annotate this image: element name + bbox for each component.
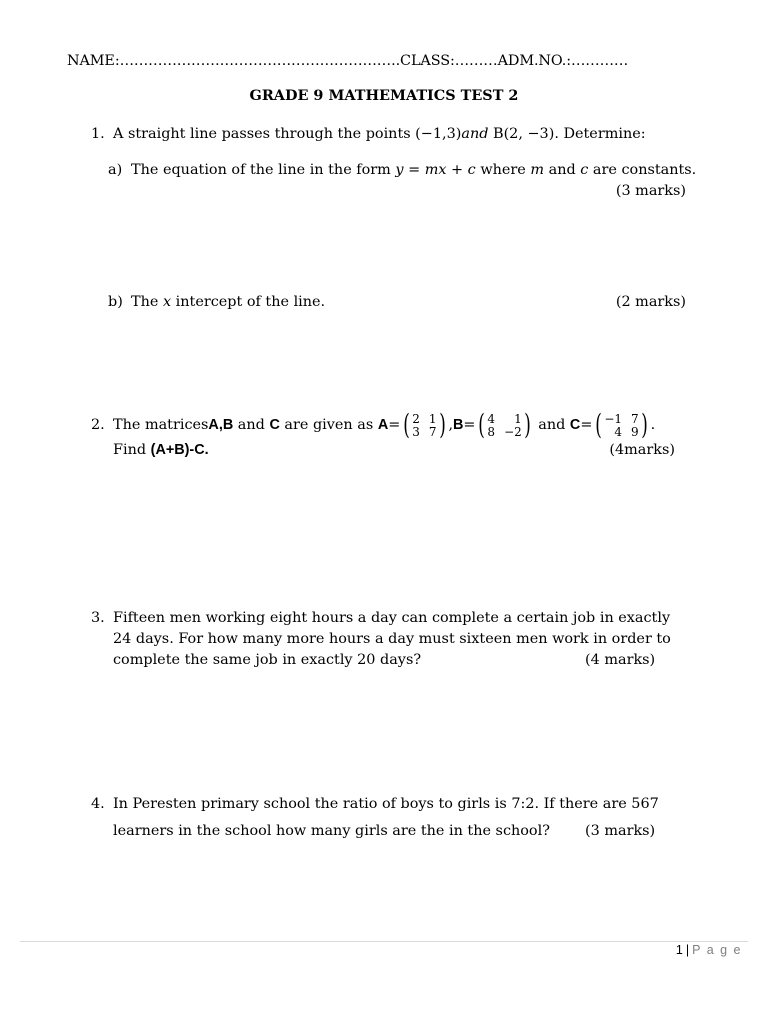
q2-text-part: and bbox=[233, 417, 270, 433]
q3-number: 3. bbox=[91, 610, 105, 626]
q1b-text bbox=[131, 293, 325, 311]
q1b-text-part: intercept of the line. bbox=[171, 294, 326, 310]
q2-text-part: are given as bbox=[279, 417, 378, 433]
q4-number: 4. bbox=[91, 796, 105, 812]
q2-bold-c: C bbox=[269, 417, 280, 433]
q1-stem-determine: B(2, −3). Determine: bbox=[488, 126, 646, 142]
matrix-cell: −2 bbox=[504, 424, 522, 439]
matrix-cell: 1 bbox=[428, 411, 437, 426]
q1b-marks: (2 marks) bbox=[615, 294, 686, 310]
q2-find-text: Find bbox=[113, 442, 151, 458]
matrix-cell: 7 bbox=[428, 424, 437, 439]
matrix-cell: −1 bbox=[604, 411, 623, 426]
q1a-label: a) bbox=[108, 162, 123, 178]
q2-bold-ab: A,B bbox=[208, 417, 234, 433]
q4-line-1: In Peresten primary school the ratio of boys to girls is 7:2. If there are 567 bbox=[113, 796, 659, 812]
q4-marks: (3 marks) bbox=[585, 823, 656, 839]
q1-stem bbox=[113, 125, 646, 143]
q3-line-1: Fifteen men working eight hours a day can complete a certain job in exactly bbox=[113, 610, 671, 626]
page-number: 1 bbox=[675, 943, 683, 957]
q1a-var-m: m bbox=[530, 162, 545, 178]
matrix-cell: 2 bbox=[412, 411, 420, 426]
page-title: GRADE 9 MATHEMATICS TEST 2 bbox=[249, 87, 519, 104]
q1b-var-x: x bbox=[162, 294, 172, 310]
q2-marks: (4marks) bbox=[609, 442, 675, 458]
matrix-c-label: C bbox=[569, 417, 581, 433]
q3-line-3: complete the same job in exactly 20 days? bbox=[113, 652, 422, 668]
matrix-cell: 9 bbox=[631, 424, 639, 439]
matrix-cell: 4 bbox=[614, 424, 623, 439]
q2-number: 2. bbox=[91, 417, 105, 433]
q1a-var-c: c bbox=[580, 162, 589, 178]
matrix-cell: 1 bbox=[514, 411, 522, 426]
matrix-cell: 7 bbox=[631, 411, 639, 426]
q2-find bbox=[113, 441, 209, 459]
q2-stem: The matrices A,B and C are given as A = ( 2 1 3 7 ) , B = ( 4 1 8 −2 ) and C = ( −1 7 4 9 ) . bbox=[113, 408, 656, 441]
q1a-text-part: where bbox=[475, 162, 531, 178]
page-footer bbox=[676, 943, 742, 957]
matrix-a-label: A bbox=[377, 417, 389, 433]
name-class-adm-line: NAME:…………………………………………………..CLASS:………ADM.NO.:………… bbox=[67, 53, 629, 69]
q1-stem-points: A straight line passes through the points (−1,3) bbox=[113, 126, 462, 142]
q3-line-2: 24 days. For how many more hours a day must sixteen men work in order to bbox=[113, 631, 671, 647]
footer-separator: | bbox=[685, 943, 690, 957]
q4-line-2: learners in the school how many girls are the in the school? bbox=[113, 823, 550, 839]
q1a-text-part: The equation of the line in the form bbox=[131, 162, 396, 178]
matrix-a: ( 2 1 3 7 ) bbox=[403, 408, 446, 441]
matrix-c: ( −1 7 4 9 ) bbox=[595, 408, 648, 441]
footer-divider bbox=[20, 941, 748, 942]
q2-text-part: The matrices bbox=[113, 417, 209, 433]
matrix-cell: 3 bbox=[412, 424, 420, 439]
matrix-b: ( 4 1 8 −2 ) bbox=[478, 408, 531, 441]
q1a-text bbox=[131, 161, 696, 179]
q3-marks: (4 marks) bbox=[585, 652, 656, 668]
matrix-b-label: B bbox=[453, 417, 464, 433]
q1-number: 1. bbox=[91, 126, 105, 142]
q2-find-expression: (A+B)-C. bbox=[150, 442, 209, 458]
q1a-marks: (3 marks) bbox=[615, 183, 686, 199]
q1a-text-part: and bbox=[544, 162, 581, 178]
q1-stem-and: and bbox=[461, 126, 489, 142]
matrix-cell: 8 bbox=[487, 424, 496, 439]
q1b-label: b) bbox=[108, 294, 123, 310]
page-label: P a g e bbox=[692, 943, 742, 957]
q2-text-part: and bbox=[533, 417, 570, 433]
matrix-cell: 4 bbox=[487, 411, 496, 426]
q1a-text-part: are constants. bbox=[588, 162, 697, 178]
q1a-equation: y = mx + c bbox=[395, 162, 476, 178]
q1b-text-part: The bbox=[131, 294, 163, 310]
